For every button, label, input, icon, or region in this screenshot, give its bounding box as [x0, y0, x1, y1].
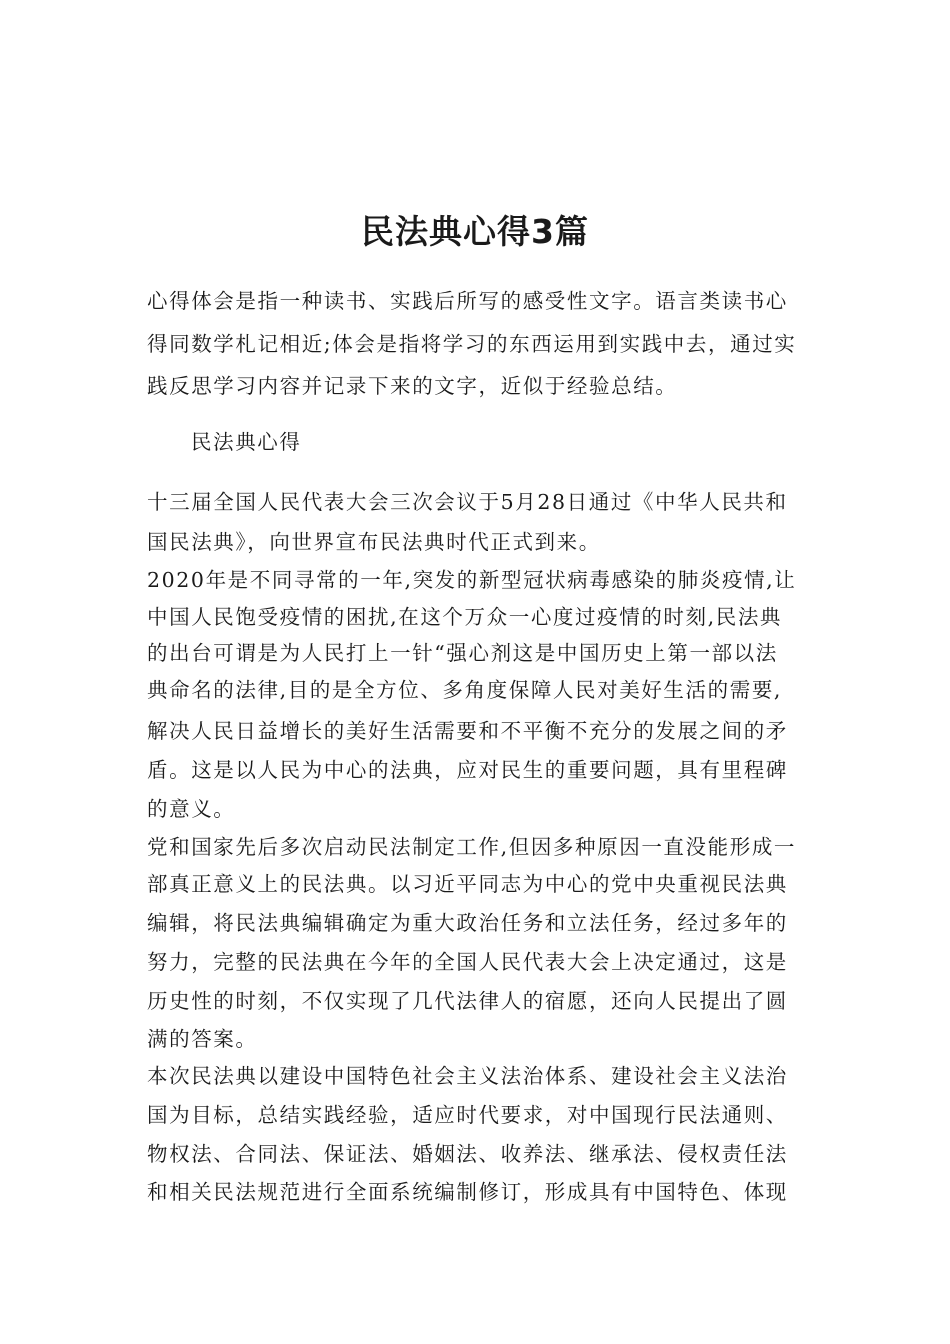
paragraph-line: 物权法、合同法、保证法、婚姻法、收养法、继承法、侵权责任法 — [147, 1142, 788, 1166]
paragraph-line: 国为目标，总结实践经验，适应时代要求，对中国现行民法通则、 — [147, 1103, 788, 1127]
paragraph-line: 解决人民日益增长的美好生活需要和不平衡不充分的发展之间的矛 — [147, 719, 788, 743]
intro-line: 得同数学札记相近;体会是指将学习的东西运用到实践中去，通过实 — [147, 332, 797, 356]
paragraph-line: 中国人民饱受疫情的困扰,在这个万众一心度过疫情的时刻,民法典 — [147, 605, 783, 629]
paragraph-line: 的意义。 — [147, 797, 236, 821]
paragraph-line: 部真正意义上的民法典。以习近平同志为中心的党中央重视民法典 — [147, 872, 788, 896]
paragraph-line: 盾。这是以人民为中心的法典，应对民生的重要问题，具有里程碑 — [147, 758, 788, 782]
document-title: 民法典心得3篇 — [361, 212, 589, 251]
paragraph-line: 和相关民法规范进行全面系统编制修订，形成具有中国特色、体现 — [147, 1180, 788, 1204]
intro-line: 心得体会是指一种读书、实践后所写的感受性文字。语言类读书心 — [147, 289, 788, 313]
paragraph-line: 党和国家先后多次启动民法制定工作,但因多种原因一直没能形成一 — [147, 835, 797, 859]
paragraph-line: 努力，完整的民法典在今年的全国人民代表大会上决定通过，这是 — [147, 950, 788, 974]
paragraph-line: 编辑，将民法典编辑确定为重大政治任务和立法任务，经过多年的 — [147, 911, 788, 935]
paragraph-line: 2020年是不同寻常的一年,突发的新型冠状病毒感染的肺炎疫情,让 — [147, 568, 797, 592]
paragraph-line: 历史性的时刻，不仅实现了几代法律人的宿愿，还向人民提出了圆 — [147, 989, 788, 1013]
intro-line: 践反思学习内容并记录下来的文字，近似于经验总结。 — [147, 374, 678, 398]
paragraph-line: 的出台可谓是为人民打上一针“强心剂这是中国历史上第一部以法 — [147, 641, 778, 665]
paragraph-line: 十三届全国人民代表大会三次会议于5月28日通过《中华人民共和 — [147, 490, 788, 514]
paragraph-line: 国民法典》，向世界宣布民法典时代正式到来。 — [147, 530, 601, 554]
paragraph-line: 满的答案。 — [147, 1027, 258, 1051]
section-subheading: 民法典心得 — [191, 430, 302, 454]
paragraph-line: 典命名的法律,目的是全方位、多角度保障人民对美好生活的需要, — [147, 678, 783, 702]
paragraph-line: 本次民法典以建设中国特色社会主义法治体系、建设社会主义法治 — [147, 1064, 788, 1088]
